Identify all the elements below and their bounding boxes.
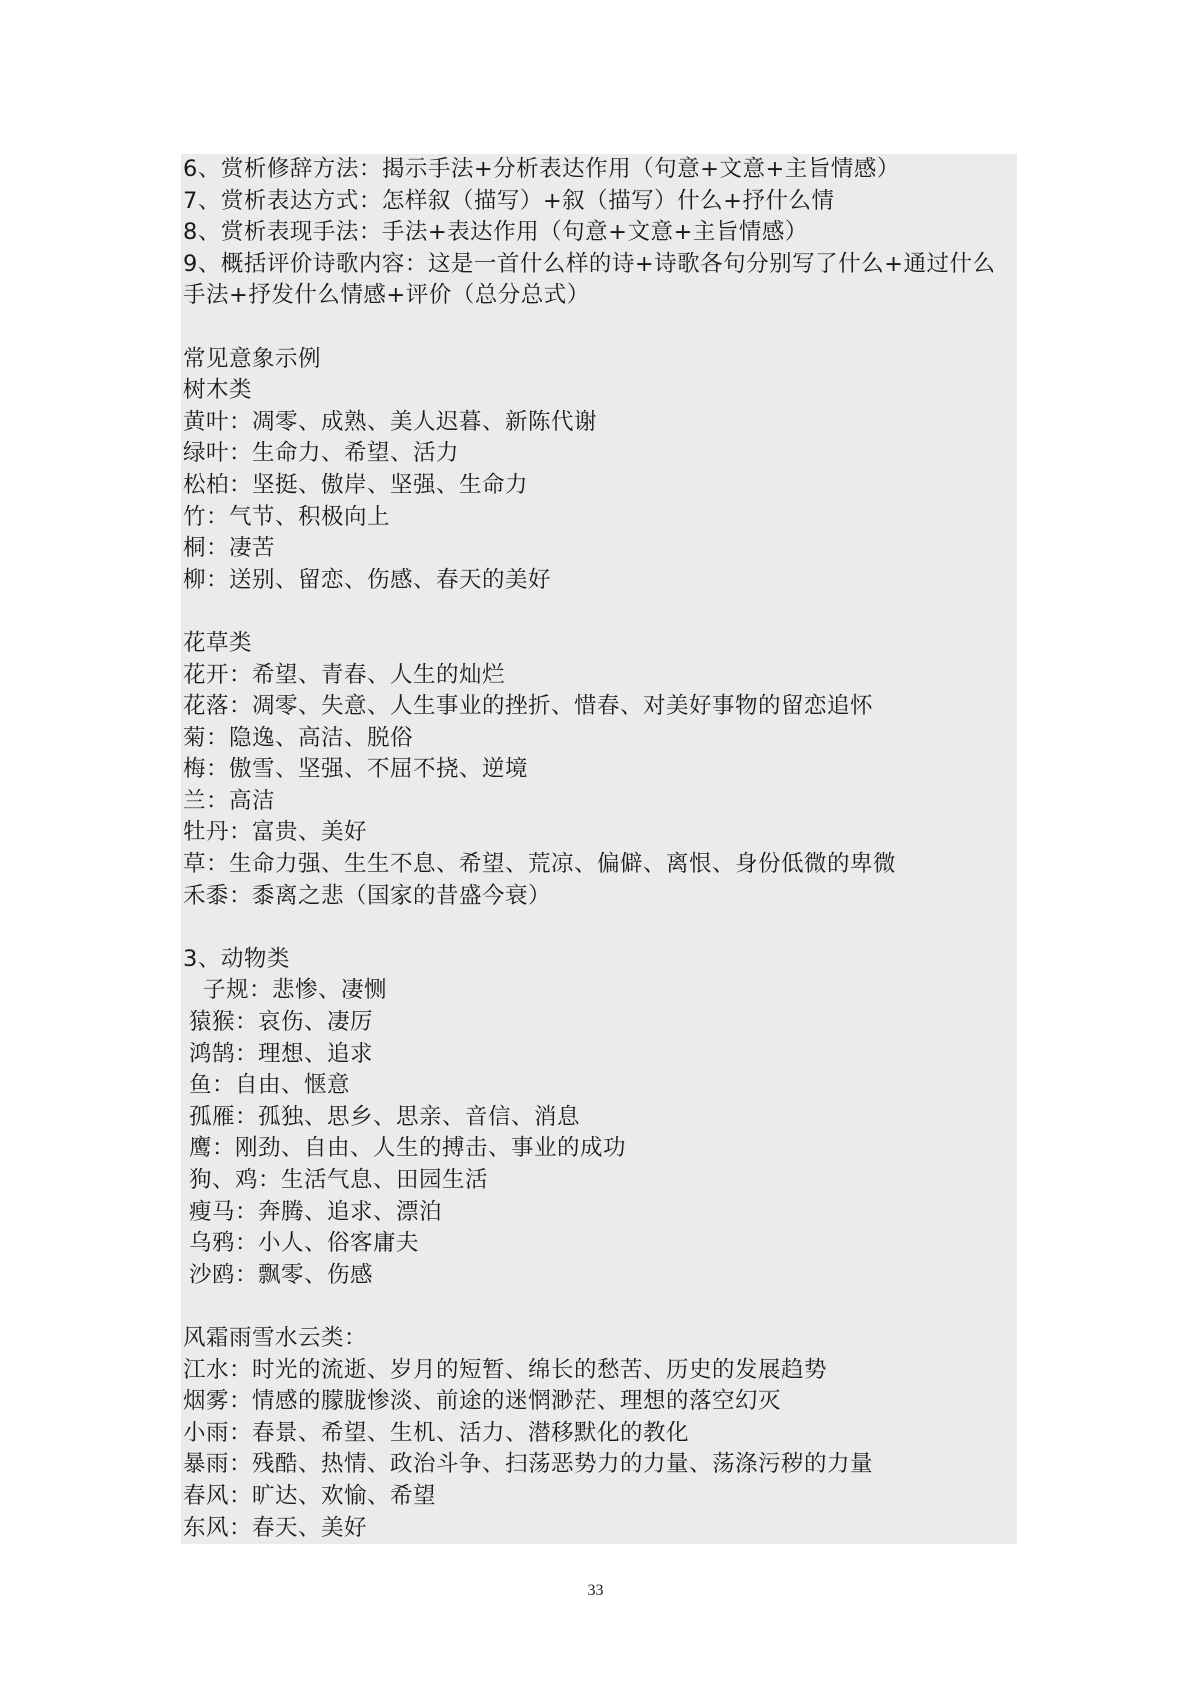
- text-line: 松柏：坚挺、傲岸、坚强、生命力: [183, 471, 529, 498]
- text-line: 狗、鸡：生活气息、田园生活: [189, 1167, 489, 1193]
- text-line: 9、概括评价诗歌内容：这是一首什么样的诗+诗歌各句分别写了什么+通过什么: [183, 250, 996, 277]
- document-body: [181, 154, 1017, 1544]
- text-line: 春风：旷达、欢愉、希望: [183, 1482, 437, 1509]
- text-line: 牡丹：富贵、美好: [183, 819, 368, 846]
- text-line: 7、赏析表达方式：怎样叙（描写）+叙（描写）什么+抒什么情: [183, 187, 835, 214]
- category-heading: 树木类: [183, 377, 253, 404]
- text-line: 孤雁：孤独、思乡、思亲、音信、消息: [189, 1103, 581, 1130]
- text-line: 鱼：自由、惬意: [189, 1072, 351, 1099]
- text-line: 东风：春天、美好: [183, 1514, 368, 1541]
- text-line: 桐：凄苦: [183, 535, 276, 562]
- text-line: 兰：高洁: [183, 787, 276, 814]
- text-line: 猿猴：哀伤、凄厉: [189, 1009, 374, 1036]
- text-line: 柳：送别、留恋、伤感、春天的美好: [183, 566, 552, 593]
- category-heading: 风霜雨雪水云类：: [183, 1324, 368, 1351]
- text-line: 暴雨：残酷、热情、政治斗争、扫荡恶势力的力量、荡涤污秽的力量: [183, 1451, 874, 1478]
- text-line: 6、赏析修辞方法：揭示手法+分析表达作用（句意+文意+主旨情感）: [183, 156, 900, 182]
- text-line: 江水：时光的流逝、岁月的短暂、绵长的愁苦、历史的发展趋势: [183, 1356, 828, 1383]
- text-line: 绿叶：生命力、希望、活力: [183, 440, 460, 467]
- text-line: 菊：隐逸、高洁、脱俗: [183, 724, 414, 751]
- text-line: 子规：悲惨、凄恻: [203, 977, 388, 1004]
- text-line: 鸿鹄：理想、追求: [189, 1040, 374, 1067]
- text-line: 草：生命力强、生生不息、希望、荒凉、偏僻、离恨、身份低微的卑微: [183, 851, 897, 878]
- text-line: 竹：气节、积极向上: [183, 503, 391, 530]
- blank-line: [181, 312, 1017, 344]
- blank-line: [181, 912, 1017, 944]
- category-heading: 3、动物类: [183, 945, 290, 972]
- page-number: 33: [587, 1582, 604, 1599]
- text-line: 花落：凋零、失意、人生事业的挫折、惜春、对美好事物的留恋追怀: [183, 693, 874, 720]
- text-line: 禾黍：黍离之悲（国家的昔盛今衰）: [183, 882, 552, 909]
- text-line: 花开：希望、青春、人生的灿烂: [183, 661, 506, 688]
- category-heading: 花草类: [183, 629, 253, 656]
- blank-line: [181, 1291, 1017, 1323]
- text-line: 手法+抒发什么情感+评价（总分总式）: [183, 282, 590, 309]
- blank-line: [181, 596, 1017, 628]
- text-line: 小雨：春景、希望、生机、活力、潜移默化的教化: [183, 1419, 690, 1446]
- text-line: 瘦马：奔腾、追求、漂泊: [189, 1198, 443, 1225]
- text-line: 8、赏析表现手法：手法+表达作用（句意+文意+主旨情感）: [183, 219, 808, 246]
- text-line: 乌鸦：小人、俗客庸夫: [189, 1230, 420, 1257]
- section-heading: 常见意象示例: [183, 345, 322, 372]
- text-line: 鹰：刚劲、自由、人生的搏击、事业的成功: [189, 1135, 627, 1162]
- text-line: 烟雾：情感的朦胧惨淡、前途的迷惘渺茫、理想的落空幻灭: [183, 1388, 782, 1415]
- text-line: 黄叶：凋零、成熟、美人迟暮、新陈代谢: [183, 408, 598, 435]
- text-line: 梅：傲雪、坚强、不屈不挠、逆境: [183, 756, 529, 783]
- text-line: 沙鸥：飘零、伤感: [189, 1261, 374, 1288]
